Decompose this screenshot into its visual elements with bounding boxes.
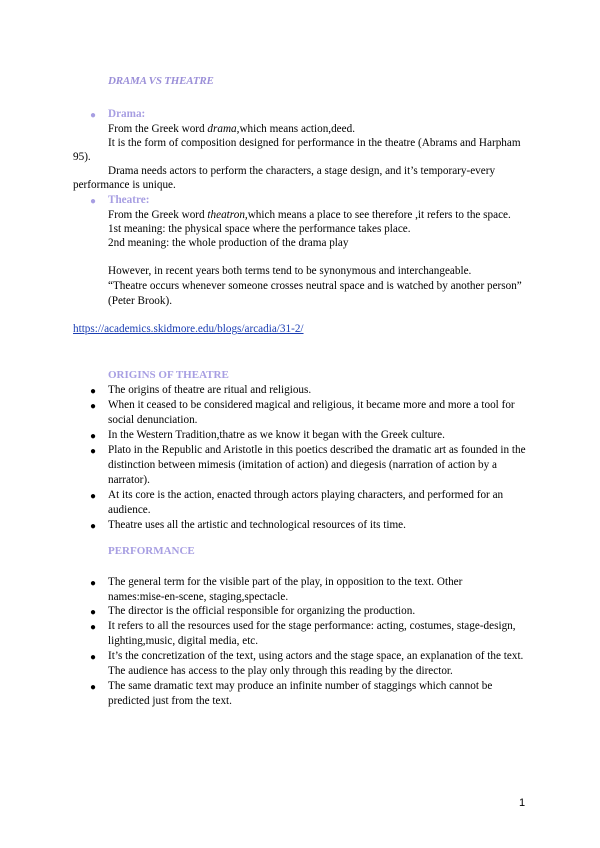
drama-line-2: It is the form of composition designed for performance in the theatre (Abrams and Harpham (108, 137, 521, 149)
bullet: ● (90, 622, 97, 633)
page-title: DRAMA VS THEATRE (108, 75, 214, 87)
theatre-line-4: However, in recent years both terms tend to be synonymous and interchangeable. (108, 265, 472, 277)
performance-line: names:mise-en-scene, staging,spectacle. (108, 591, 289, 603)
bullet: ● (90, 401, 97, 412)
bullet: ● (90, 386, 97, 397)
bullet: ● (90, 652, 97, 663)
performance-heading: PERFORMANCE (108, 545, 195, 557)
drama-line-4: Drama needs actors to perform the characters, a stage design, and it’s temporary-every (108, 165, 496, 177)
performance-line: predicted just from the text. (108, 695, 232, 707)
performance-line: The director is the official responsible for organizing the production. (108, 605, 416, 617)
origins-line: At its core is the action, enacted through actors playing characters, and performed for an (108, 489, 504, 501)
origins-heading: ORIGINS OF THEATRE (108, 369, 229, 381)
origins-line: The origins of theatre are ritual and religious. (108, 384, 312, 396)
performance-line: The audience has access to the play only through this reading by the director. (108, 665, 453, 677)
page-number: 1 (519, 797, 526, 809)
theatre-quote-attribution: (Peter Brook). (108, 295, 173, 307)
origins-line: Plato in the Republic and Aristotle in this poetics described the dramatic art as founded in the (108, 444, 526, 456)
performance-line: The same dramatic text may produce an infinite number of staggings which cannot be (108, 680, 493, 692)
origins-line: audience. (108, 504, 151, 516)
drama-line-3: 95). (73, 151, 91, 163)
origins-line: distinction between mimesis (imitation of action) and diegesis (narration of action by a (108, 459, 497, 471)
bullet-hollow: ● (90, 196, 97, 207)
performance-line: It refers to all the resources used for the stage performance: acting, costumes, stage-design, (108, 620, 516, 632)
origins-line: social denunciation. (108, 414, 198, 426)
performance-line: The general term for the visible part of the play, in opposition to the text. Other (108, 576, 463, 588)
theatre-label: Theatre: (108, 194, 150, 206)
bullet-hollow: ● (90, 110, 97, 121)
theatre-line-3: 2nd meaning: the whole production of the drama play (108, 237, 349, 249)
bullet: ● (90, 682, 97, 693)
origins-line: narrator). (108, 474, 150, 486)
theatre-line-2: 1st meaning: the physical space where the performance takes place. (108, 223, 411, 235)
drama-line-1: From the Greek word drama,which means action,deed. (108, 123, 355, 135)
bullet: ● (90, 521, 97, 532)
theatre-line-1: From the Greek word theatron,which means a place to see therefore ,it refers to the space. (108, 209, 511, 221)
drama-line-5: performance is unique. (73, 179, 176, 191)
performance-line: It’s the concretization of the text, using actors and the stage space, an explanation of the text. (108, 650, 524, 662)
bullet: ● (90, 446, 97, 457)
origins-line: When it ceased to be considered magical and religious, it became more and more a tool for (108, 399, 515, 411)
bullet: ● (90, 491, 97, 502)
theatre-quote: “Theatre occurs whenever someone crosses neutral space and is watched by another person” (108, 280, 522, 292)
origins-line: In the Western Tradition,thatre as we know it began with the Greek culture. (108, 429, 445, 441)
bullet: ● (90, 431, 97, 442)
bullet: ● (90, 578, 97, 589)
performance-line: lighting,music, digital media, etc. (108, 635, 259, 647)
skidmore-link[interactable]: https://academics.skidmore.edu/blogs/arcadia/31-2/ (73, 323, 304, 335)
bullet: ● (90, 607, 97, 618)
origins-line: Theatre uses all the artistic and technological resources of its time. (108, 519, 406, 531)
drama-label: Drama: (108, 108, 146, 120)
